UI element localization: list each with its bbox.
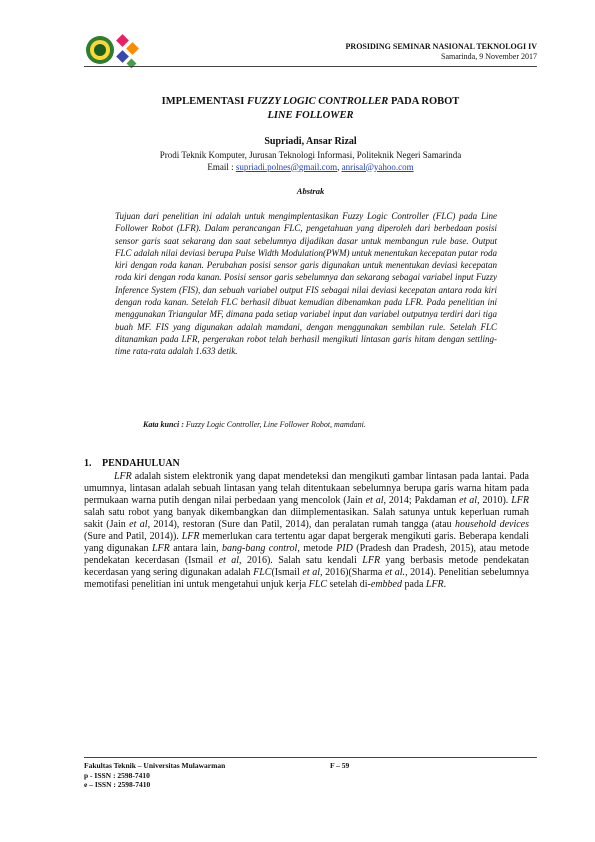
faculty-name: Fakultas Teknik – Universitas Mulawarman <box>84 761 226 770</box>
university-seal-icon <box>86 36 114 64</box>
conference-date: Samarinda, 9 November 2017 <box>441 52 537 61</box>
abstract-heading: Abstrak <box>296 186 325 196</box>
email-link-2[interactable]: anrisal@yahoo.com <box>341 161 414 172</box>
paragraph: LFR adalah sistem elektronik yang dapat mendeteksi dan mengikuti gambar lintasan pada lantai. Pada umumnya, lintasan adalah sebuah lintasan yang telah ditentukaan sebelumnya berupa garis warna hitam pada permukaan warna putih dengan nilai perbedaan yang mencolok (Jain et al, 2014; Pakdaman et al, 2010). LFR salah satu robot yang banyak dikembangkan dan diimplementasikan. Salah satunya untuk keperluan rumah sakit (Jain et al, 2014), restoran (Sure dan Patil, 2014), dan peralatan rumah tangga (atau household devices (Sure and Patil, 2014)). LFR memerlukan cara tertentu agar dapat bergerak mengikuti garis. Beberapa kendali yang digunakan LFR antara lain, bang-bang control, metode PID (Pradesh dan Pradesh, 2015), atau metode pendekatan kecerdasan (Ismail et al, 2016). Salah satu kendali LFR yang berbasis metode pendekatan kecerdasan yang sering digunakan adalah FLC(Ismail et al, 2016)(Sharma et al., 2014). Penelitian sebelumnya memotifasi penelitian ini untuk mengetahui unjuk kerja FLC setelah di-embbed pada LFR. <box>84 471 530 590</box>
affiliation: Prodi Teknik Komputer, Jurusan Teknologi Informasi, Politeknik Negeri Samarinda <box>159 150 462 160</box>
keywords: Kata kunci : Fuzzy Logic Controller, Line Follower Robot, mamdani. <box>143 420 366 429</box>
e-issn: e – ISSN : 2598-7410 <box>84 780 151 789</box>
introduction-text <box>84 471 529 591</box>
footer-info <box>84 761 225 790</box>
footer-rule <box>84 757 537 758</box>
page-number: F – 59 <box>330 761 350 770</box>
paper-authors: Supriadi, Ansar Rizal <box>264 136 357 147</box>
proceedings-title: PROSIDING SEMINAR NASIONAL TEKNOLOGI IV <box>345 42 537 51</box>
affiliation-block <box>84 150 537 173</box>
paper-title: IMPLEMENTASI FUZZY LOGIC CONTROLLER PADA ROBOT LINE FOLLOWER <box>161 96 460 121</box>
p-issn: p - ISSN : 2598-7410 <box>84 770 150 780</box>
abstract-text: Tujuan dari penelitian ini adalah untuk mengimplentasikan Fuzzy Logic Controller (FLC) pada Line Follower Robot (LFR). Dalam perancangan FLC, pengetahuan yang diperoleh dari berbedaan posisi sensor garis saat sekarang dan saat sebelumnya dijadikan dasar untuk membangun rule base. Output FLC adalah nilai deviasi berupa Pulse Width Modulation(PWM) untuk menentukan kecepatan putar roda kiri dengan roda kanan. Perubahan posisi sensor garis digunakan untuk menentukan deviasi kecepatan roda kiri dengan roda kanan. Posisi sensor garis sebelumnya dan sekarang sebagai variabel input Fuzzy Inference System (FIS), dan sebuah variabel output FIS sebagai nilai deviasi kecepatan antara roda kiri dengan roda kanan. Setelah FLC berhasil dibuat kemudian dibenamkan pada LFR. Pada penelitian ini menggunakan Triangular MF, dimana pada setiap variabel input dan variabel outputnya terdiri dari tiga buah MF. FIS yang digunakan adalah mamdani, dengan menggunakan sembilan rule. Setelah FLC ditanamkan pada LFR, pergerakan robot telah berhasil mengikuti lintasan garis hitam dengan settling-time rata-rata adalah 1.633 detik. <box>115 211 497 357</box>
section-heading: 1. PENDAHULUAN <box>84 458 180 469</box>
polytechnic-logo-icon <box>116 34 139 68</box>
header-rule <box>84 66 537 67</box>
email-line: Email : supriadi.polnes@gmail.com, anrisal@yahoo.com <box>207 161 414 172</box>
email-link-1[interactable]: supriadi.polnes@gmail.com <box>235 161 338 172</box>
institution-logos <box>84 30 142 70</box>
running-header <box>346 42 537 62</box>
